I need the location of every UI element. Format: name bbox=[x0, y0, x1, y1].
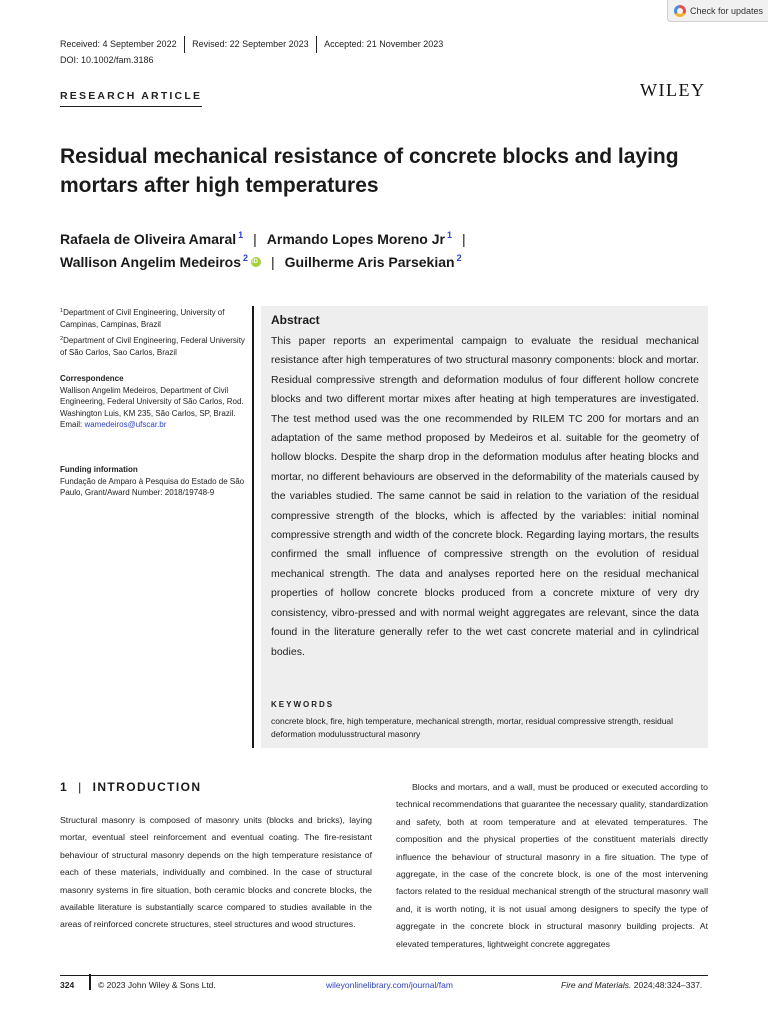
author-name[interactable]: Rafaela de Oliveira Amaral bbox=[60, 231, 237, 247]
article-title: Residual mechanical resistance of concrete blocks and laying mortars after high temperatures bbox=[60, 145, 679, 197]
author-affiliation-number: 2 bbox=[456, 253, 462, 263]
publisher-logo: WILEY bbox=[640, 80, 706, 100]
section-number: 1 bbox=[60, 780, 69, 794]
accepted-date: Accepted: 21 November 2023 bbox=[324, 39, 444, 49]
affiliation bbox=[60, 306, 248, 330]
author-line bbox=[60, 230, 476, 247]
sidebar-rule bbox=[252, 306, 254, 748]
intro-paragraph: Blocks and mortars, and a wall, must be produced or executed according to technical recommendations that guarantee the necessary quality, standardization and safety, both at room temperature and at elevated temperatures. The composition and the physical properties of the constituent materials directly influence the behaviour of structural masonry in a fire situation. The type of aggregate, in the case of the concrete block, is one of the most intervening factors related to the residual mechanical strength of the structural masonry wall and, it is worth noting, it is not usual among designers to specify the type of aggregate in the concrete block in structural masonry building projects. At elevated temperatures, lightweight concrete aggregates bbox=[396, 782, 708, 949]
email-link[interactable]: wamedeiros@ufscar.br bbox=[84, 420, 167, 429]
affiliation-number: 2 bbox=[60, 336, 64, 342]
abstract-text: This paper reports an experimental campaign to evaluate the residual mechanical resistance after high temperatures of two structural masonry components: block and mortar. Residual compressive strength and deformation modulus of four different hollow concrete blocks and two different mortar mixes after heating at high temperatures are investigated. The test method used was the one recommended by RILEM TC 200 for mortars and an adaptation of the same method proposed by Medeiros et al. suitable for the geometry of hollow blocks. Despite the sharp drop in the deformation modulus after heating blocks and mortar, no different behaviours are observed in the deformability of the materials caused by the variables studied. The same cannot be said in relation to the variation of the residual compressive strength of the blocks, which is affected by the variables: initial nominal compressive strength and width of the concrete block. Regarding laying mortars, the results confirmed the small influence of compressive strength on the evolution of residual mechanical strength. The data and analyses reported here on the residual mechanical properties of hollow concrete blocks produced from a concrete mixture of very dry consistency, vibro-pressed and with normal weight aggregates are relevant, since the data found in the literature generally refer to the wet cast concrete material and in cylindrical bodies. bbox=[271, 335, 699, 658]
funding-heading: Funding information bbox=[60, 465, 138, 474]
article-dates bbox=[60, 35, 443, 53]
check-for-updates-button[interactable] bbox=[667, 0, 768, 22]
author-affiliation-number: 1 bbox=[238, 230, 244, 240]
author-separator: | bbox=[271, 254, 275, 270]
correspondence-heading: Correspondence bbox=[60, 374, 124, 383]
correspondence-text: Wallison Angelim Medeiros, Department of Civil Engineering, Federal University of São Carlos, Rod. Washington Luis, KM 235, São Carlos, SP, Brazil. bbox=[60, 385, 244, 418]
affiliation bbox=[60, 334, 248, 358]
crossmark-icon bbox=[674, 5, 686, 17]
section-heading bbox=[60, 780, 201, 794]
author-line bbox=[60, 253, 462, 270]
journal-name: Fire and Materials. bbox=[561, 980, 632, 990]
author-separator: | bbox=[253, 231, 257, 247]
author-name[interactable]: Guilherme Aris Parsekian bbox=[284, 254, 455, 270]
footer-divider bbox=[89, 974, 91, 990]
correspondence-block bbox=[60, 373, 248, 431]
citation-volume: 2024;48:324–337. bbox=[631, 980, 703, 990]
author-affiliation-number: 1 bbox=[446, 230, 452, 240]
revised-date: Revised: 22 September 2023 bbox=[192, 39, 309, 49]
keywords-text: concrete block, fire, high temperature, mechanical strength, mortar, residual compressive strength, residual deformation modulusstructural masonry bbox=[271, 716, 674, 739]
journal-citation bbox=[561, 980, 702, 990]
funding-block bbox=[60, 464, 248, 499]
author-name[interactable]: Armando Lopes Moreno Jr bbox=[266, 231, 445, 247]
section-title: INTRODUCTION bbox=[92, 780, 202, 794]
page-number: 324 bbox=[60, 980, 75, 990]
section-separator: | bbox=[78, 780, 83, 794]
email-label: Email: bbox=[60, 420, 85, 429]
abstract-heading: Abstract bbox=[271, 313, 320, 327]
intro-paragraph: Structural masonry is composed of masonry units (blocks and bricks), laying mortar, eventual steel reinforcement and eventual coating. The fire-resistant behaviour of structural masonry depends on the high temperature resistance of each of these materials, individually and combined. In the case of structural masonry systems in fire situation, both ceramic blocks and concrete blocks, the available literature is substantially scarce compared to studies available in the areas of reinforced concrete structures, steel structures and wood structures. bbox=[60, 815, 372, 930]
doi: DOI: 10.1002/fam.3186 bbox=[60, 55, 154, 65]
affiliation-number: 1 bbox=[60, 308, 64, 314]
article-type-label: RESEARCH ARTICLE bbox=[60, 90, 203, 102]
affiliation-text: Department of Civil Engineering, University of Campinas, Campinas, Brazil bbox=[60, 308, 225, 329]
received-date: Received: 4 September 2022 bbox=[60, 39, 177, 49]
correspondence-email-line bbox=[60, 419, 248, 431]
copyright: © 2023 John Wiley & Sons Ltd. bbox=[98, 980, 216, 990]
author-affiliation-number: 2 bbox=[243, 253, 249, 263]
date-divider bbox=[316, 36, 318, 53]
orcid-icon[interactable] bbox=[251, 257, 261, 267]
journal-link[interactable]: wileyonlinelibrary.com/journal/fam bbox=[326, 980, 453, 990]
author-separator: | bbox=[461, 231, 466, 247]
check-for-updates-label: Check for updates bbox=[690, 5, 764, 16]
affiliation-text: Department of Civil Engineering, Federal University of São Carlos, Sao Carlos, Brazil bbox=[60, 336, 245, 357]
keywords-heading: KEYWORDS bbox=[271, 700, 335, 709]
date-divider bbox=[184, 36, 186, 53]
funding-text: Fundação de Amparo à Pesquisa do Estado de São Paulo, Grant/Award Number: 2018/19748-9 bbox=[60, 476, 245, 497]
author-name[interactable]: Wallison Angelim Medeiros bbox=[60, 254, 241, 270]
article-type-underline bbox=[60, 106, 202, 107]
footer-rule bbox=[60, 975, 708, 976]
